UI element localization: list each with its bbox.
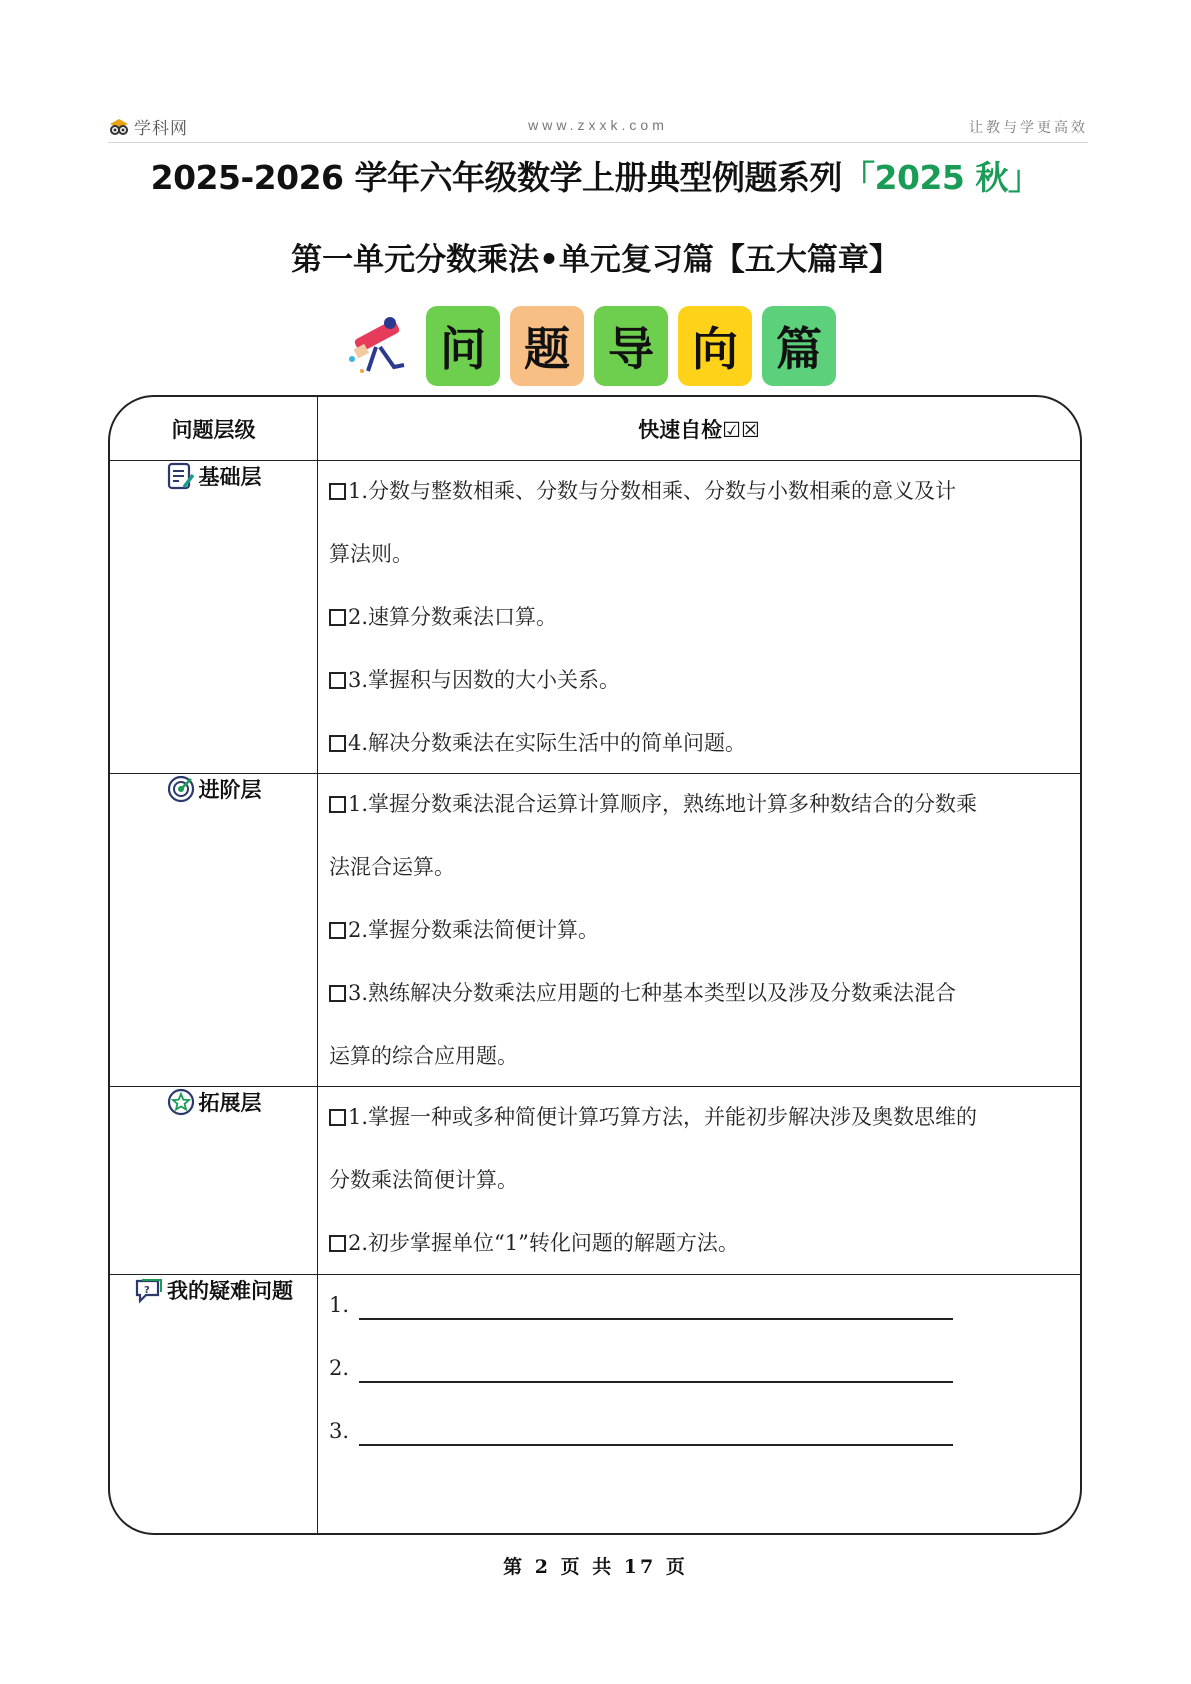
check-item[interactable]: 3.掌握积与因数的大小关系。 xyxy=(329,649,1072,712)
question-line[interactable]: 1. xyxy=(329,1274,1072,1337)
extension-items xyxy=(329,1086,1072,1275)
page-title xyxy=(0,152,1191,199)
blank-input[interactable] xyxy=(359,1292,953,1320)
checkbox[interactable] xyxy=(329,1109,346,1126)
level-advanced xyxy=(110,759,317,819)
checkbox[interactable] xyxy=(329,609,346,626)
checkbox[interactable] xyxy=(329,672,346,689)
title-highlight: 「2025 秋」 xyxy=(842,158,1041,197)
level-label: 基础层 xyxy=(198,465,262,489)
check-item[interactable]: 2.速算分数乘法口算。 xyxy=(329,586,1072,649)
column-divider xyxy=(317,397,318,1533)
page-number: 第 2 页 共 17 页 xyxy=(503,1556,688,1578)
level-extension xyxy=(110,1072,317,1132)
header-self-check: 快速自检☑☒ xyxy=(638,417,760,442)
self-check-table xyxy=(108,395,1082,1535)
check-item[interactable]: 2.掌握分数乘法简便计算。 xyxy=(329,899,1072,962)
level-my-questions xyxy=(110,1260,317,1320)
advanced-items xyxy=(329,773,1072,1088)
level-label: 拓展层 xyxy=(198,1091,262,1115)
blank-input[interactable] xyxy=(359,1418,953,1446)
question-line[interactable]: 2. xyxy=(329,1337,1072,1400)
page-header xyxy=(108,112,1088,143)
check-item[interactable]: 4.解决分数乘法在实际生活中的简单问题。 xyxy=(329,712,1072,775)
check-item[interactable]: 2.初步掌握单位“1”转化问题的解题方法。 xyxy=(329,1212,1072,1275)
check-item[interactable]: 1.分数与整数相乘、分数与分数相乘、分数与小数相乘的意义及计 xyxy=(329,460,1072,523)
banner-tile: 题 xyxy=(510,306,584,386)
checkbox[interactable] xyxy=(329,796,346,813)
star-icon xyxy=(166,1087,196,1117)
level-basic xyxy=(110,446,317,506)
level-label: 进阶层 xyxy=(198,778,262,802)
checkbox[interactable] xyxy=(329,735,346,752)
check-item-continued: 分数乘法简便计算。 xyxy=(329,1168,518,1192)
logo-text: 学科网 xyxy=(134,119,188,139)
checkbox[interactable] xyxy=(329,985,346,1002)
question-bubble-icon xyxy=(134,1275,164,1305)
question-blanks xyxy=(329,1274,1072,1463)
checkbox[interactable] xyxy=(329,483,346,500)
running-pencil-icon xyxy=(340,309,414,383)
banner-tile: 问 xyxy=(426,306,500,386)
svg-text:?: ? xyxy=(144,1285,150,1296)
check-item-continued: 运算的综合应用题。 xyxy=(329,1044,518,1068)
section-banner xyxy=(340,306,836,386)
check-item-continued: 法混合运算。 xyxy=(329,855,455,879)
blank-input[interactable] xyxy=(359,1355,953,1383)
question-line[interactable]: 3. xyxy=(329,1400,1072,1463)
banner-tile: 篇 xyxy=(762,306,836,386)
slogan: 让教与学更高效 xyxy=(969,120,1088,136)
check-item[interactable]: 1.掌握分数乘法混合运算计算顺序，熟练地计算多种数结合的分数乘 xyxy=(329,773,1072,836)
header-level: 问题层级 xyxy=(171,417,256,442)
banner-tile: 向 xyxy=(678,306,752,386)
checkbox[interactable] xyxy=(329,1235,346,1252)
site-url[interactable]: www.zxxk.com xyxy=(528,117,668,133)
page-subtitle: 第一单元分数乘法•单元复习篇【五大篇章】 xyxy=(291,242,900,278)
check-item-continued: 算法则。 xyxy=(329,542,413,566)
banner-tile: 导 xyxy=(594,306,668,386)
checkbox[interactable] xyxy=(329,922,346,939)
check-item[interactable]: 3.熟练解决分数乘法应用题的七种基本类型以及涉及分数乘法混合 xyxy=(329,962,1072,1025)
checklist-icon xyxy=(166,461,196,491)
target-icon xyxy=(166,774,196,804)
check-item[interactable]: 1.掌握一种或多种简便计算巧算方法，并能初步解决涉及奥数思维的 xyxy=(329,1086,1072,1149)
level-label: 我的疑难问题 xyxy=(167,1279,293,1303)
title-main: 2025-2026 学年六年级数学上册典型例题系列 xyxy=(150,158,843,197)
basic-items xyxy=(329,460,1072,775)
